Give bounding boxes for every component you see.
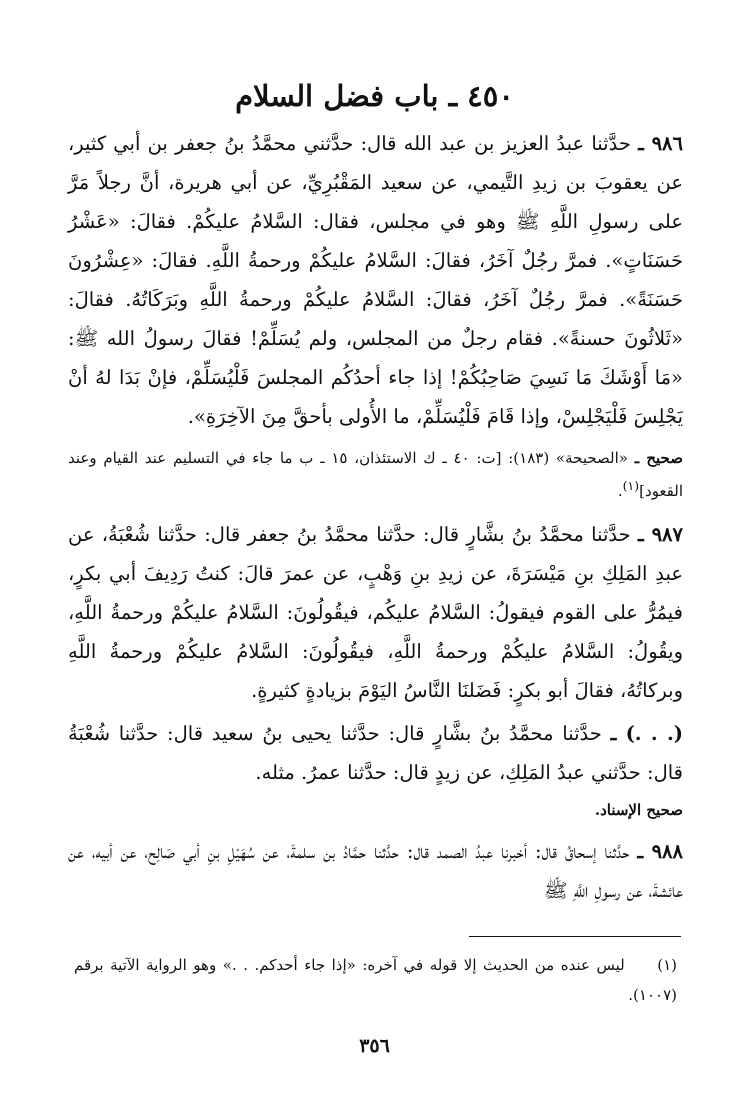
grade-text: «الصحيحة» (١٨٣): [ت: ٤٠ ـ ك الاستئذان، ١٥ ـ ب ما جاء في التسليم عند القيام وعند القعود] [68, 449, 683, 500]
footnote [74, 950, 677, 1010]
page-content [68, 124, 683, 914]
hadith-number: ٩٨٧ ـ [637, 523, 683, 546]
grading-986: صحيح ـ «الصحيحة» (١٨٣): [ت: ٤٠ ـ ك الاستئذان، ١٥ ـ ب ما جاء في التسليم عند القيام وعند القعود]$^{(١)}$. [68, 449, 683, 500]
hadith-number: ٩٨٦ ـ [638, 132, 683, 155]
hadith-text: حدَّثنا محمَّدُ بنُ بشَّارٍ قال: حدَّثنا يحيى بنُ سعيد قال: حدَّثنا شُعْبَةُ قال: حدَّثني عبدُ المَلِكِ، عن زيدٍ قال: حدَّثنا عمرُ. مثله. [68, 722, 683, 784]
hadith-text: حدَّثنا إسحاقُ قال: أخبرنا عبدُ الصمد قال: حدَّثنا حمَّادُ بن سلمةَ، عن سُهَيْلِ بنِ أبي صَالِح، عن أبيه، عن عائشةَ، عن رسولِ اللَّهِ ﷺ [68, 840, 683, 902]
footnote-text: ليس عنده من الحديث إلا قوله في آخره: «إذا جاء أحدكم. . .» وهو الرواية الآتية برقم (١٠٠٧). [74, 956, 677, 1004]
hadith-number: (. . .) ـ [610, 722, 684, 745]
grading-987: صحيح الإسناد. [594, 801, 683, 819]
hadith-number: ٩٨٨ ـ [637, 840, 683, 863]
hadith-988 [68, 832, 683, 910]
hadith-987 [68, 515, 683, 710]
footnote-ref: (١) [622, 478, 640, 493]
hadith-text: حدَّثنا عبدُ العزيز بن عبد الله قال: حدَّثني محمَّدُ بنُ جعفر بن أبي كثير، عن يعقوبَ بن زيدِ التَّيمي، عن سعيد المَقْبُرِيِّ، عن أبي هريرة، أنَّ رجلاً مَرَّ على رسولِ اللَّهِ ﷺ وهو في مجلس، فقال: السَّلامُ عليكُمْ. فقالَ: «عَشْرُ حَسَنَاتٍ». فمرَّ رجُلٌ آخَرُ، فقالَ: السَّلامُ عليكُمْ ورحمةُ اللَّهِ. فقالَ: «عِشْرُونَ حَسَنَةً». فمرَّ رجُلٌ آخَرُ، فقالَ: السَّلامُ عليكُمْ ورحمةُ اللَّهِ وبَرَكَاتُهُ. فقالَ: «ثَلاثُونَ حسنةً». فقام رجلٌ من المجلس، ولم يُسَلِّمْ! فقالَ رسولُ الله ﷺ: «مَا أَوْشَكَ مَا نَسِيَ صَاحِبُكُمْ! إذا جاء أحدُكُم المجلسَ فَلْيُسَلِّمْ، فإنْ بَدَا لهُ أنْ يَجْلِسَ فَلْيَجْلِسْ، وإذا قَامَ فَلْيُسَلِّمْ، ما الأُولى بأحقَّ مِنَ الآخِرَةِ». [68, 132, 683, 428]
page-number: ٣٥٦ [359, 1035, 390, 1057]
footnote-divider [469, 936, 681, 937]
hadith-text: حدَّثنا محمَّدُ بنُ بشَّارٍ قال: حدَّثنا محمَّدُ بنُ جعفر قال: حدَّثنا شُعْبَةُ، عن عبدِ المَلِكِ بنِ مَيْسَرَةَ، عن زيدِ بنِ وَهْبٍ، عن عمرَ قالَ: كنتُ رَدِيفَ أبي بكرٍ، فيمُرُّ على القوم فيقولُ: السَّلامُ عليكُم، فيقُولُونَ: السَّلامُ عليكُمْ ورحمةُ اللَّهِ، ويقُولُ: السَّلامُ عليكُمْ ورحمةُ اللَّهِ، فيقُولُونَ: السَّلامُ عليكُمْ ورحمةُ اللَّهِ وبركاتُهُ، فقالَ أبو بكرٍ: فَضَلنَا النَّاسُ اليَوْمَ بزيادةٍ كثيرةٍ. [68, 523, 683, 702]
hadith-987-variant [68, 714, 683, 792]
chapter-title: ٤٥٠ ـ باب فضل السلام [235, 79, 514, 113]
grade-label: صحيح ـ [634, 449, 683, 467]
footnote-number: (١) [657, 956, 677, 974]
hadith-986 [68, 124, 683, 436]
